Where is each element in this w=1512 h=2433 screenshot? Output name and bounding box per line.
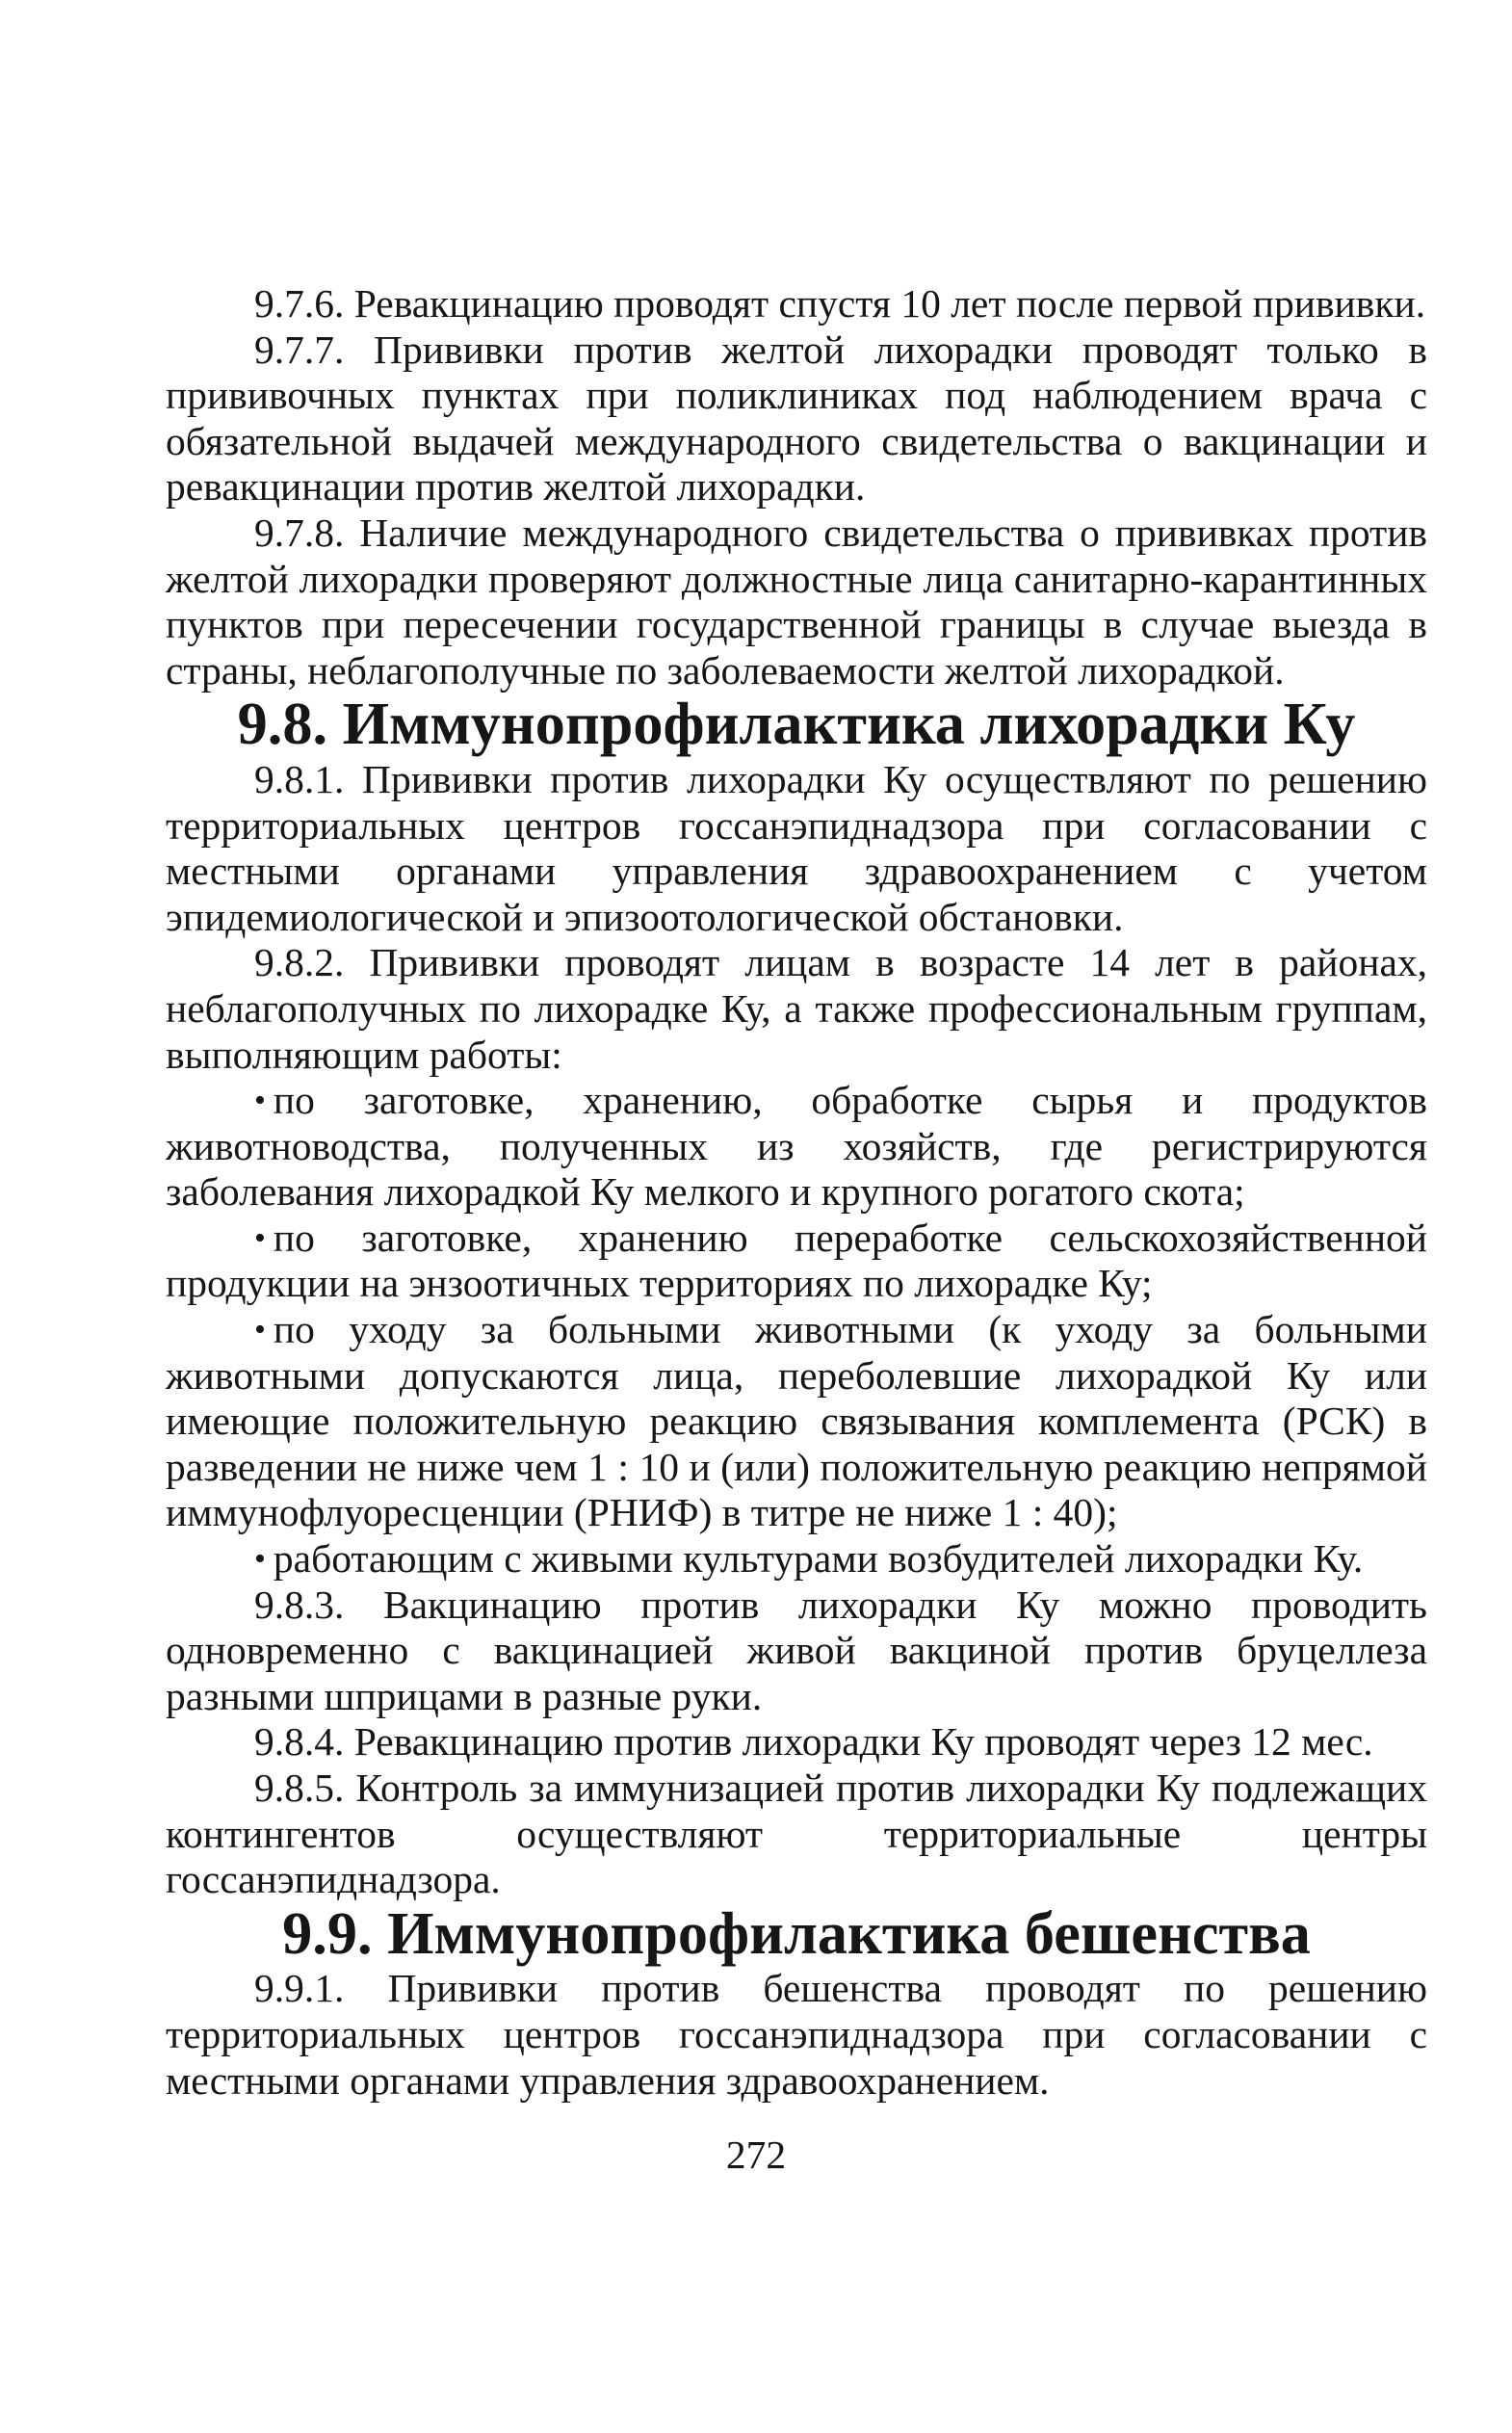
bullet-icon: •	[254, 1083, 266, 1119]
paragraph-9-8-3: 9.8.3. Вакцинацию против лихорадки Ку можно проводить одновременно с вакцинацией живой вакциной против бруцеллеза разными шприцами в разные руки.	[166, 1582, 1427, 1718]
paragraph-9-7-6: 9.7.6. Ревакцинацию проводят спустя 10 лет после первой прививки.	[254, 281, 1426, 326]
bullet-icon: •	[254, 1312, 266, 1348]
list-item-text: по заготовке, хранению, обработке сырья и продуктов животноводства, полученных из хозяйств, где регистрируются заболевания лихорадкой Ку мелкого и крупного рогатого скота;	[166, 1078, 1427, 1215]
document-page	[166, 281, 1427, 2104]
list-item	[166, 1216, 1427, 1307]
bullet-icon: •	[254, 1219, 266, 1256]
section-heading-9-9: 9.9. Иммунопрофилактика бешенства	[282, 1900, 1311, 1967]
section-heading-9-8: 9.8. Иммунопрофилактика лихорадки Ку	[237, 692, 1356, 758]
list-item	[166, 1536, 1427, 1583]
list-item-text: по уходу за больными животными (к уходу за больными животными допускаются лица, переболевшие лихорадкой Ку или имеющие положительную реакцию связывания комплемента (РСК) в разведении не ниже чем 1 : 10 и (или) положительную реакцию непрямой иммунофлуоресценции (РНИФ) в титре не ниже 1 : 40);	[166, 1307, 1427, 1535]
paragraph-9-8-1: 9.8.1. Прививки против лихорадки Ку осуществляют по решению территориальных центров госсанэпиднадзора при согласовании с местными органами управления здравоохранением с учетом эпидемиологической и эпизоотологической обстановки.	[166, 756, 1427, 939]
paragraph-9-7-8: 9.7.8. Наличие международного свидетельства о прививках против желтой лихорадки проверяют должностные лица санитарно-карантинных пунктов при пересечении государственной границы в случае выезда в страны, неблагополучные по заболеваемости желтой лихорадкой.	[166, 510, 1427, 693]
list-item-text: работающим с живыми культурами возбудителей лихорадки Ку.	[273, 1536, 1364, 1582]
bullet-icon: •	[254, 1541, 266, 1578]
list-item	[166, 1307, 1427, 1536]
paragraph-9-7-7: 9.7.7. Прививки против желтой лихорадки проводят только в прививочных пунктах при поликлиниках под наблюдением врача с обязательной выдачей международного свидетельства о вакцинации и ревакцинации против желтой лихорадки.	[166, 327, 1427, 510]
list-item	[166, 1078, 1427, 1216]
paragraph-9-8-5: 9.8.5. Контроль за иммунизацией против лихорадки Ку подлежащих контингентов осуществляют территориальные центры госсанэпиднадзора.	[166, 1766, 1427, 1902]
page-number: 272	[725, 2132, 787, 2177]
paragraph-9-8-2: 9.8.2. Прививки проводят лицам в возрасте 14 лет в районах, неблагополучных по лихорадке Ку, а также профессиональным группам, выполняющим работы:	[166, 940, 1427, 1077]
paragraph-9-8-4: 9.8.4. Ревакцинацию против лихорадки Ку проводят через 12 мес.	[254, 1719, 1373, 1765]
list-item-text: по заготовке, хранению переработке сельскохозяйственной продукции на энзоотичных территориях по лихорадке Ку;	[166, 1215, 1427, 1306]
paragraph-9-9-1: 9.9.1. Прививки против бешенства проводят по решению территориальных центров госсанэпиднадзора при согласовании с местными органами управления здравоохранением.	[166, 1966, 1427, 2103]
